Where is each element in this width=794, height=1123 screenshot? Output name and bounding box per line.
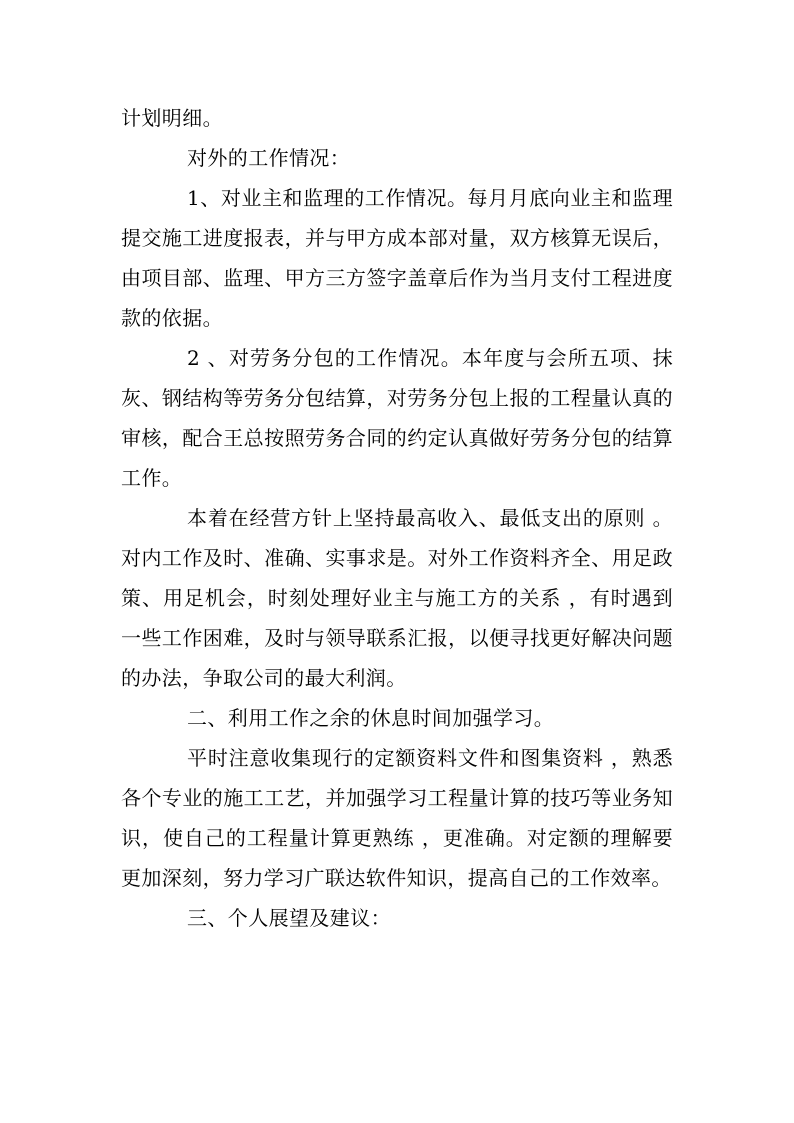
paragraph-owner-supervisor-work: 1、对业主和监理的工作情况。每月月底向业主和监理提交施工进度报表，并与甲方成本部对量，双方核算无误后，由项目部、监理、甲方三方签字盖章后作为当月支付工程进度款的依据。 — [121, 186, 673, 330]
paragraph-study-details: 平时注意收集现行的定额资料文件和图集资料 ，熟悉各个专业的施工工艺，并加强学习工程量计算的技巧等业务知识，使自己的工程量计算更熟练 ，更准确。对定额的理解要更加深刻，努力学习广联达软件知识，提高自己的工作效率。 — [121, 746, 673, 890]
paragraph-external-work-heading: 对外的工作情况： — [187, 146, 351, 170]
paragraph-study-heading: 二、利用工作之余的休息时间加强学习。 — [187, 706, 555, 730]
paragraph-business-principle: 本着在经营方针上坚持最高收入、最低支出的原则 。对内工作及时、准确、实事求是。对外工作资料齐全、用足政策、用足机会，时刻处理好业主与施工方的关系 ，有时遇到一些工作困难，及时与领导联系汇报，以便寻找更好解决问题的办法，争取公司的最大利润。 — [121, 506, 673, 690]
paragraph-plan-detail: 计划明细。 — [121, 106, 223, 130]
document-body — [121, 98, 673, 938]
paragraph-outlook-heading: 三、个人展望及建议： — [187, 906, 391, 930]
paragraph-labor-subcontract-work: 2 、对劳务分包的工作情况。本年度与会所五项、抹灰、钢结构等劳务分包结算，对劳务分包上报的工程量认真的审核，配合王总按照劳务合同的约定认真做好劳务分包的结算工作。 — [121, 346, 673, 490]
